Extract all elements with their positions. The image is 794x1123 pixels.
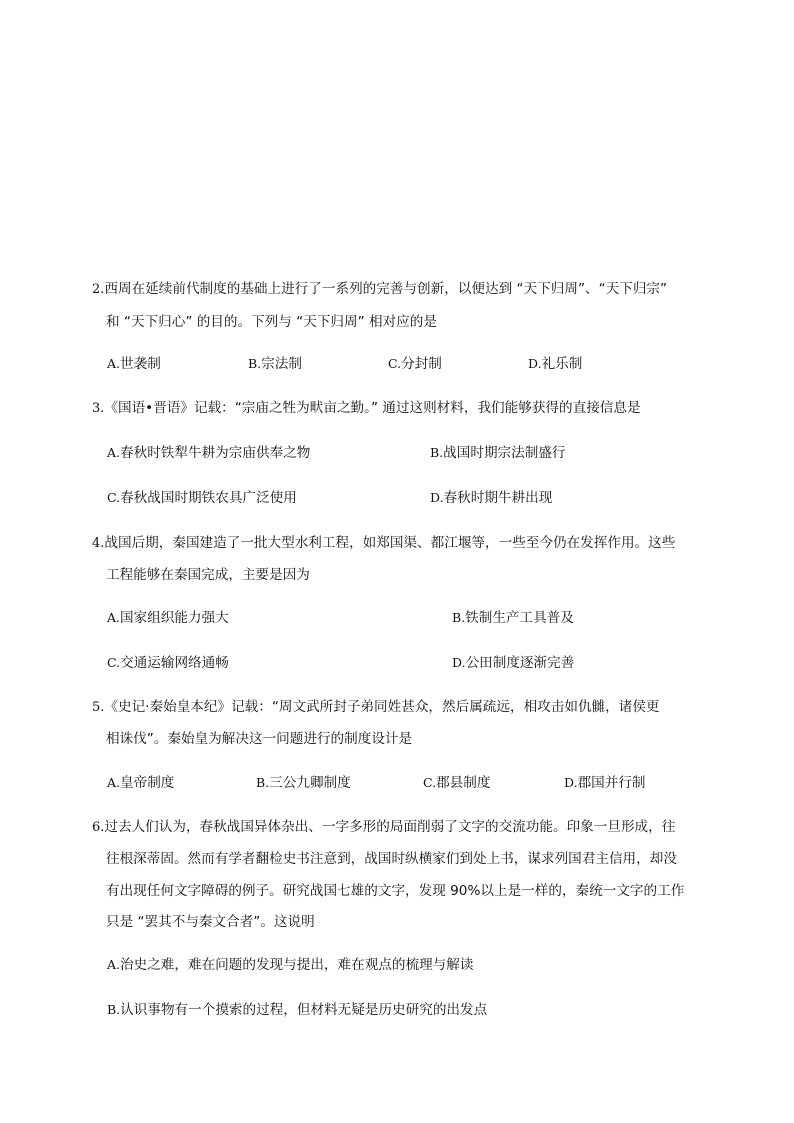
option-letter: C. <box>107 490 121 505</box>
question-number: 6. <box>92 820 105 835</box>
option-text: 认识事物有一个摸索的过程，但材料无疑是历史研究的出发点 <box>120 1002 488 1018</box>
question-2-line-1 <box>92 279 667 300</box>
question-6-line-1 <box>92 817 675 838</box>
option-text: 公田制度逐渐完善 <box>465 655 575 671</box>
question-5-line-1 <box>92 697 660 718</box>
option-text: 郡国并行制 <box>577 775 646 791</box>
question-number: 2. <box>92 282 105 297</box>
question-text: 《史记·秦始皇本纪》记载：“周文武所封子弟同姓甚众，然后属疏远，相攻击如仇雠，诸侯更 <box>104 699 660 715</box>
option-a <box>107 608 229 628</box>
question-text: 过去人们认为，春秋战国异体杂出、一字多形的局面削弱了文字的交流功能。印象一旦形成，往 <box>104 819 676 835</box>
option-text: 世袭制 <box>120 356 161 372</box>
option-text: 春秋时铁犁牛耕为宗庙供奉之物 <box>120 445 311 461</box>
option-b <box>430 443 566 463</box>
question-6-line-3: 有出现任何文字障碍的例子。研究战国七雄的文字，发现 90%以上是一样的，秦统一文字的工作 <box>106 883 685 899</box>
option-letter: A. <box>107 610 121 625</box>
question-text: 西周在延续前代制度的基础上进行了一系列的完善与创新，以便达到 “天下归周”、“天下归宗” <box>104 281 668 297</box>
option-text: 治史之难，难在问题的发现与提出，难在观点的梳理与解读 <box>120 957 474 973</box>
option-letter: A. <box>107 445 121 460</box>
option-letter: A. <box>107 775 121 790</box>
option-letter: D. <box>564 775 578 790</box>
question-4-line-1 <box>92 533 675 554</box>
option-text: 战国时期宗法制盛行 <box>443 445 566 461</box>
question-text: 《国语•晋语》记载：“宗庙之牲为畎亩之勤。” 通过这则材料，我们能够获得的直接信息是 <box>104 400 641 416</box>
question-6-line-4: 只是 “罢其不与秦文合者”。这说明 <box>106 914 315 930</box>
option-letter: C. <box>388 356 402 371</box>
option-letter: A. <box>107 356 121 371</box>
option-a <box>107 443 310 463</box>
option-letter: D. <box>528 356 542 371</box>
option-b <box>248 354 302 374</box>
option-b <box>107 1000 487 1020</box>
option-text: 礼乐制 <box>541 356 583 372</box>
question-6-line-2: 往根深蒂固。然而有学者翻检史书注意到，战国时纵横家们到处上书，谋求列国君主信用，却没 <box>106 851 677 867</box>
option-text: 铁制生产工具普及 <box>465 610 574 626</box>
option-letter: A. <box>107 957 121 972</box>
option-c <box>107 653 229 673</box>
question-3-line-1 <box>92 398 641 419</box>
question-4-line-2: 工程能够在秦国完成，主要是因为 <box>106 567 310 583</box>
option-letter: C. <box>107 655 121 670</box>
option-text: 分封制 <box>401 356 442 372</box>
question-2-line-2: 和 “天下归心” 的目的。下列与 “天下归周” 相对应的是 <box>106 314 437 330</box>
option-a <box>107 354 161 374</box>
option-text: 春秋时期牛耕出现 <box>443 490 553 506</box>
option-c <box>388 354 442 374</box>
option-letter: D. <box>452 655 466 670</box>
option-text: 郡县制度 <box>436 775 491 791</box>
question-number: 5. <box>92 700 105 715</box>
option-text: 交通运输网络通畅 <box>120 655 229 671</box>
option-a <box>107 773 174 793</box>
question-text: 战国后期，秦国建造了一批大型水利工程，如郑国渠、都江堰等，一些至今仍在发挥作用。这些 <box>104 535 676 551</box>
option-d <box>564 773 646 793</box>
option-text: 三公九卿制度 <box>269 775 351 791</box>
option-b <box>256 773 351 793</box>
option-d <box>452 653 574 673</box>
question-number: 3. <box>92 401 105 416</box>
option-text: 宗法制 <box>261 356 302 372</box>
option-b <box>452 608 574 628</box>
option-d <box>430 488 552 508</box>
option-letter: B. <box>256 775 270 790</box>
option-c <box>423 773 490 793</box>
option-d <box>528 354 582 374</box>
question-number: 4. <box>92 536 105 551</box>
option-text: 皇帝制度 <box>120 775 175 791</box>
option-letter: B. <box>430 445 444 460</box>
option-letter: B. <box>107 1002 121 1017</box>
option-letter: B. <box>452 610 466 625</box>
option-letter: B. <box>248 356 262 371</box>
option-a <box>107 955 473 975</box>
option-letter: D. <box>430 490 444 505</box>
option-c <box>107 488 297 508</box>
option-letter: C. <box>423 775 437 790</box>
question-5-line-2: 相诛伐”。秦始皇为解决这一问题进行的制度设计是 <box>106 731 413 747</box>
option-text: 国家组织能力强大 <box>120 610 229 626</box>
option-text: 春秋战国时期铁农具广泛使用 <box>120 490 297 506</box>
